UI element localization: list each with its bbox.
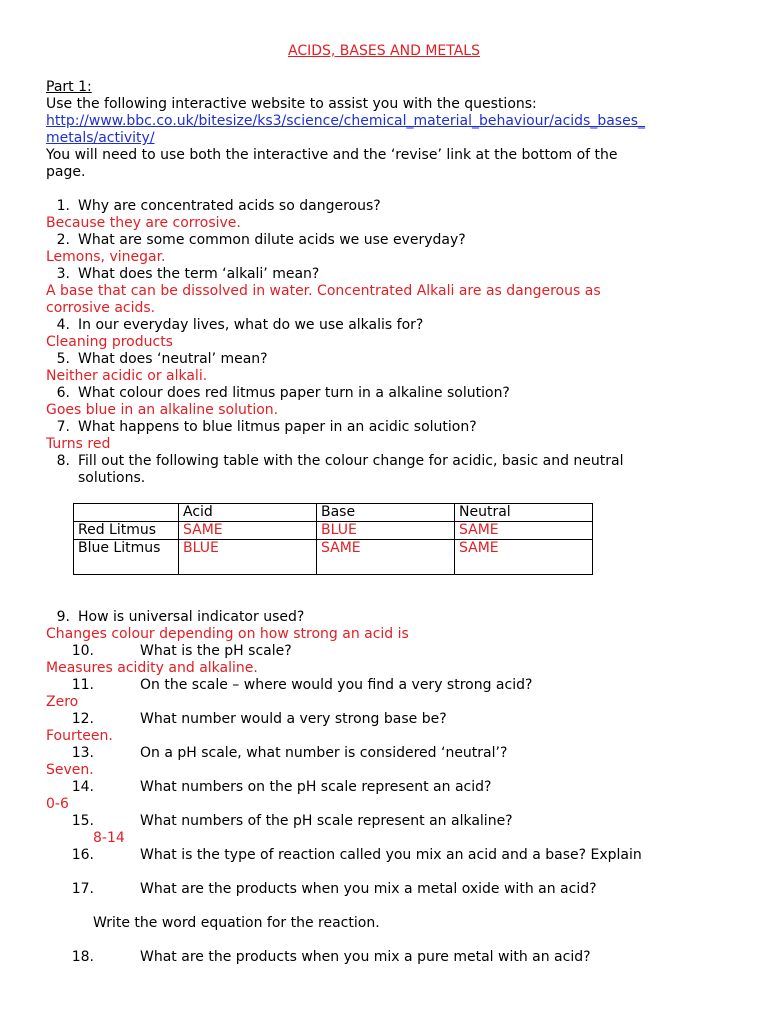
table-header-cell: Acid [179,504,317,522]
answer-text: Fourteen. [46,728,113,744]
question-text: What are the products when you mix a pure metal with an acid? [140,949,591,965]
question-text: What are the products when you mix a metal oxide with an acid? [140,881,597,897]
answer-text: Measures acidity and alkaline. [46,660,258,676]
question-text: On the scale – where would you find a very strong acid? [140,677,533,693]
answer-text: A base that can be dissolved in water. Concentrated Alkali are as dangerous as [46,283,601,299]
intro-text: Use the following interactive website to assist you with the questions: [46,96,537,112]
question-text: What numbers on the pH scale represent an acid? [140,779,492,795]
question-text: What happens to blue litmus paper in an acidic solution? [78,419,477,435]
note-text-line1: You will need to use both the interactive and the ‘revise’ link at the bottom of the [46,147,618,163]
table-cell: SAME [455,522,593,540]
question-number: 5. [56,351,70,367]
answer-text: Because they are corrosive. [46,215,241,231]
note-text-line2: page. [46,164,86,180]
question-number: 18. [71,949,94,965]
table-cell: SAME [455,540,593,575]
answer-text: Changes colour depending on how strong an acid is [46,626,409,642]
question-item [0,881,597,898]
website-link-line1[interactable]: http://www.bbc.co.uk/bitesize/ks3/science/chemical_material_behaviour/acids_bases_ [46,113,646,129]
question-item [0,711,447,728]
answer-text: Neither acidic or alkali. [46,368,208,384]
question-number: 10. [71,643,94,659]
question-item [0,949,591,966]
question-subtext: Write the word equation for the reaction. [93,915,380,931]
question-number: 16. [71,847,94,863]
question-text: What is the pH scale? [140,643,292,659]
question-text: What numbers of the pH scale represent an alkaline? [140,813,513,829]
question-number: 17. [71,881,94,897]
question-number: 12. [71,711,94,727]
litmus-table [73,503,593,575]
answer-text: Lemons, vinegar. [46,249,166,265]
question-text: What are some common dilute acids we use everyday? [78,232,466,248]
question-text: What does the term ‘alkali’ mean? [78,266,320,282]
answer-text: 0-6 [46,796,69,812]
table-header-cell [74,504,179,522]
question-item [0,266,319,283]
answer-text: Goes blue in an alkaline solution. [46,402,279,418]
question-text: What colour does red litmus paper turn in a alkaline solution? [78,385,510,401]
website-link-line2[interactable]: metals/activity/ [46,130,155,146]
question-number: 1. [56,198,70,214]
table-cell: SAME [179,522,317,540]
answer-text: Seven. [46,762,94,778]
answer-text: Turns red [46,436,111,452]
question-item [0,232,466,249]
question-item [0,453,624,470]
question-number: 15. [71,813,94,829]
question-number: 14. [71,779,94,795]
table-cell: BLUE [317,522,455,540]
question-item [0,198,381,215]
table-header-row [74,504,593,522]
question-number: 4. [56,317,70,333]
question-number: 9. [56,609,70,625]
answer-text: Cleaning products [46,334,173,350]
question-item [0,351,268,368]
part-label: Part 1: [46,79,92,95]
question-item [0,745,508,762]
question-item [0,677,533,694]
answer-text: corrosive acids. [46,300,156,316]
question-text: How is universal indicator used? [78,609,305,625]
question-number: 3. [56,266,70,282]
table-row [74,540,593,575]
question-text: What number would a very strong base be? [140,711,447,727]
table-header-cell: Neutral [455,504,593,522]
table-cell: BLUE [179,540,317,575]
table-row-label: Red Litmus [74,522,179,540]
table-row-label: Blue Litmus [74,540,179,575]
question-item [0,609,304,626]
question-text: On a pH scale, what number is considered ‘neutral’? [140,745,508,761]
question-item [0,779,492,796]
table-row [74,522,593,540]
question-text: What does ‘neutral’ mean? [78,351,268,367]
question-number: 2. [56,232,70,248]
question-number: 13. [71,745,94,761]
question-text: What is the type of reaction called you mix an acid and a base? Explain [140,847,642,863]
answer-text: Zero [46,694,79,710]
question-item [0,847,642,864]
question-text: In our everyday lives, what do we use alkalis for? [78,317,424,333]
question-text-continued: solutions. [78,470,146,486]
question-number: 6. [56,385,70,401]
question-item [0,419,477,436]
question-item [0,385,510,402]
question-item [0,813,513,830]
question-number: 7. [56,419,70,435]
question-number: 8. [56,453,70,469]
page-title: ACIDS, BASES AND METALS [288,43,480,59]
table-cell: SAME [317,540,455,575]
question-number: 11. [71,677,94,693]
table-header-cell: Base [317,504,455,522]
question-text: Why are concentrated acids so dangerous? [78,198,381,214]
question-text: Fill out the following table with the colour change for acidic, basic and neutral [78,453,624,469]
question-item [0,643,292,660]
question-item [0,317,423,334]
answer-text: 8-14 [93,830,125,846]
